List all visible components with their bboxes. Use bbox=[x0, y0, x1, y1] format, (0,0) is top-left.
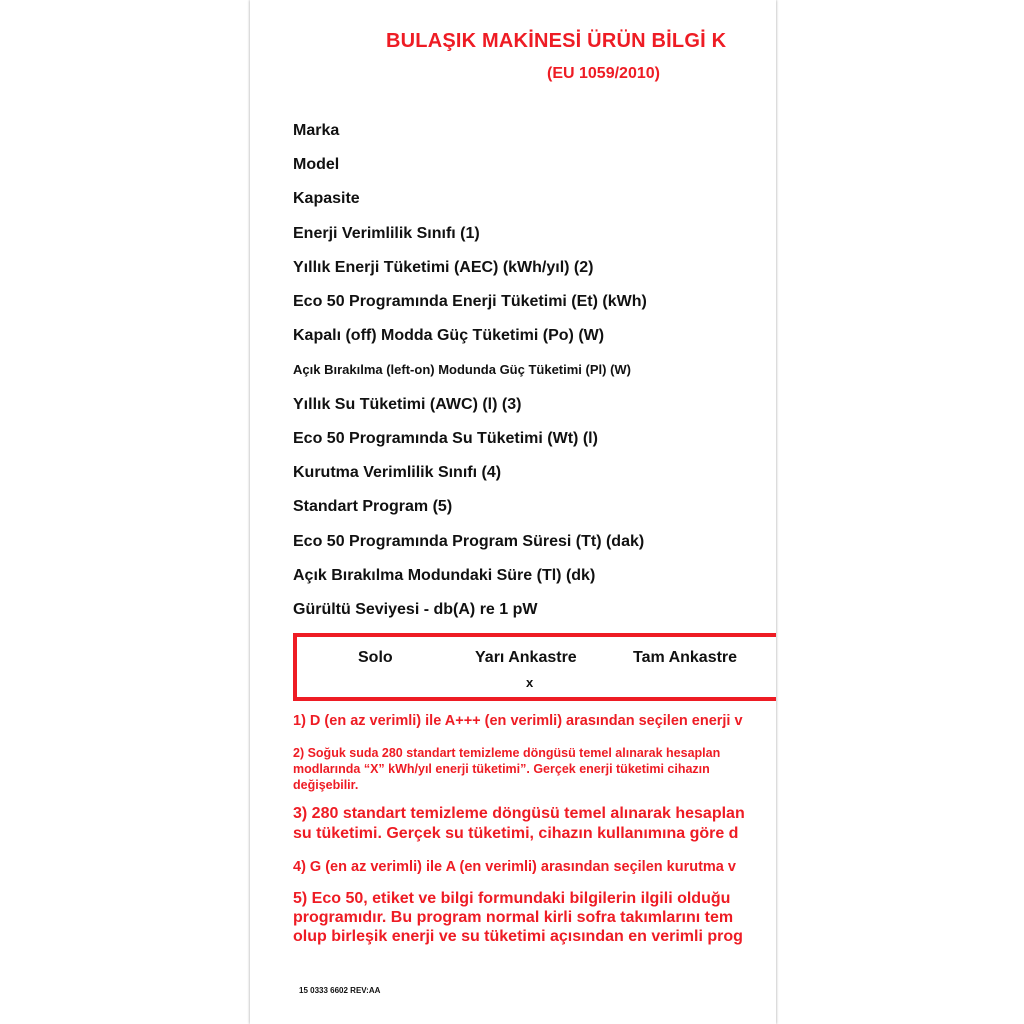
field-energy-class: Enerji Verimlilik Sınıfı (1) bbox=[293, 225, 480, 242]
field-annual-water: Yıllık Su Tüketimi (AWC) (l) (3) bbox=[293, 396, 522, 413]
field-off-mode-power: Kapalı (off) Modda Güç Tüketimi (Po) (W) bbox=[293, 327, 605, 344]
field-left-on-duration: Açık Bırakılma Modundaki Süre (Tl) (dk) bbox=[293, 567, 596, 584]
field-kapasite: Kapasite bbox=[293, 190, 360, 207]
installation-type-box bbox=[293, 633, 776, 701]
footnote-5-line: programıdır. Bu program normal kirli sofra takımlarını tem bbox=[293, 909, 734, 926]
footnote-5 bbox=[293, 889, 743, 946]
installation-option-semi-integrated: Yarı Ankastre bbox=[475, 649, 577, 666]
installation-selected-mark: x bbox=[526, 675, 534, 690]
info-sheet bbox=[250, 0, 776, 1024]
document-code: 15 0333 6602 REV:AA bbox=[299, 986, 381, 995]
installation-option-solo: Solo bbox=[358, 649, 393, 666]
sheet-title: BULAŞIK MAKİNESİ ÜRÜN BİLGİ K bbox=[386, 30, 727, 52]
field-eco50-water: Eco 50 Programında Su Tüketimi (Wt) (l) bbox=[293, 430, 598, 447]
field-model: Model bbox=[293, 156, 340, 173]
field-eco50-energy: Eco 50 Programında Enerji Tüketimi (Et) (kWh) bbox=[293, 293, 647, 310]
footnote-1: 1) D (en az verimli) ile A+++ (en verimli) arasından seçilen enerji v bbox=[293, 713, 743, 729]
installation-option-fully-integrated: Tam Ankastre bbox=[633, 649, 738, 666]
footnote-5-line: olup birleşik enerji ve su tüketimi açısından en verimli prog bbox=[293, 928, 743, 945]
field-annual-energy: Yıllık Enerji Tüketimi (AEC) (kWh/yıl) (2) bbox=[293, 259, 594, 276]
field-noise-level: Gürültü Seviyesi - db(A) re 1 pW bbox=[293, 601, 538, 618]
footnote-3 bbox=[293, 804, 745, 844]
sheet-subtitle: (EU 1059/2010) bbox=[547, 65, 660, 82]
footnote-2-line: 2) Soğuk suda 280 standart temizleme döngüsü temel alınarak hesaplan bbox=[293, 746, 721, 760]
field-drying-class: Kurutma Verimlilik Sınıfı (4) bbox=[293, 464, 502, 481]
field-eco50-duration: Eco 50 Programında Program Süresi (Tt) (dak) bbox=[293, 533, 645, 550]
field-left-on-power: Açık Bırakılma (left-on) Modunda Güç Tüketimi (Pl) (W) bbox=[293, 362, 632, 377]
field-marka: Marka bbox=[293, 122, 340, 139]
field-standard-program: Standart Program (5) bbox=[293, 498, 453, 515]
footnote-5-line: 5) Eco 50, etiket ve bilgi formundaki bilgilerin ilgili olduğu bbox=[293, 890, 731, 907]
footnote-2 bbox=[293, 745, 720, 793]
footnote-4: 4) G (en az verimli) ile A (en verimli) arasından seçilen kurutma v bbox=[293, 859, 736, 875]
footnote-2-line: değişebilir. bbox=[293, 778, 359, 792]
footnote-2-line: modlarında “X” kWh/yıl enerji tüketimi”. Gerçek enerji tüketimi cihazın bbox=[293, 762, 710, 776]
footnote-3-line: 3) 280 standart temizleme döngüsü temel alınarak hesaplan bbox=[293, 805, 745, 822]
footnote-3-line: su tüketimi. Gerçek su tüketimi, cihazın kullanımına göre d bbox=[293, 825, 739, 842]
